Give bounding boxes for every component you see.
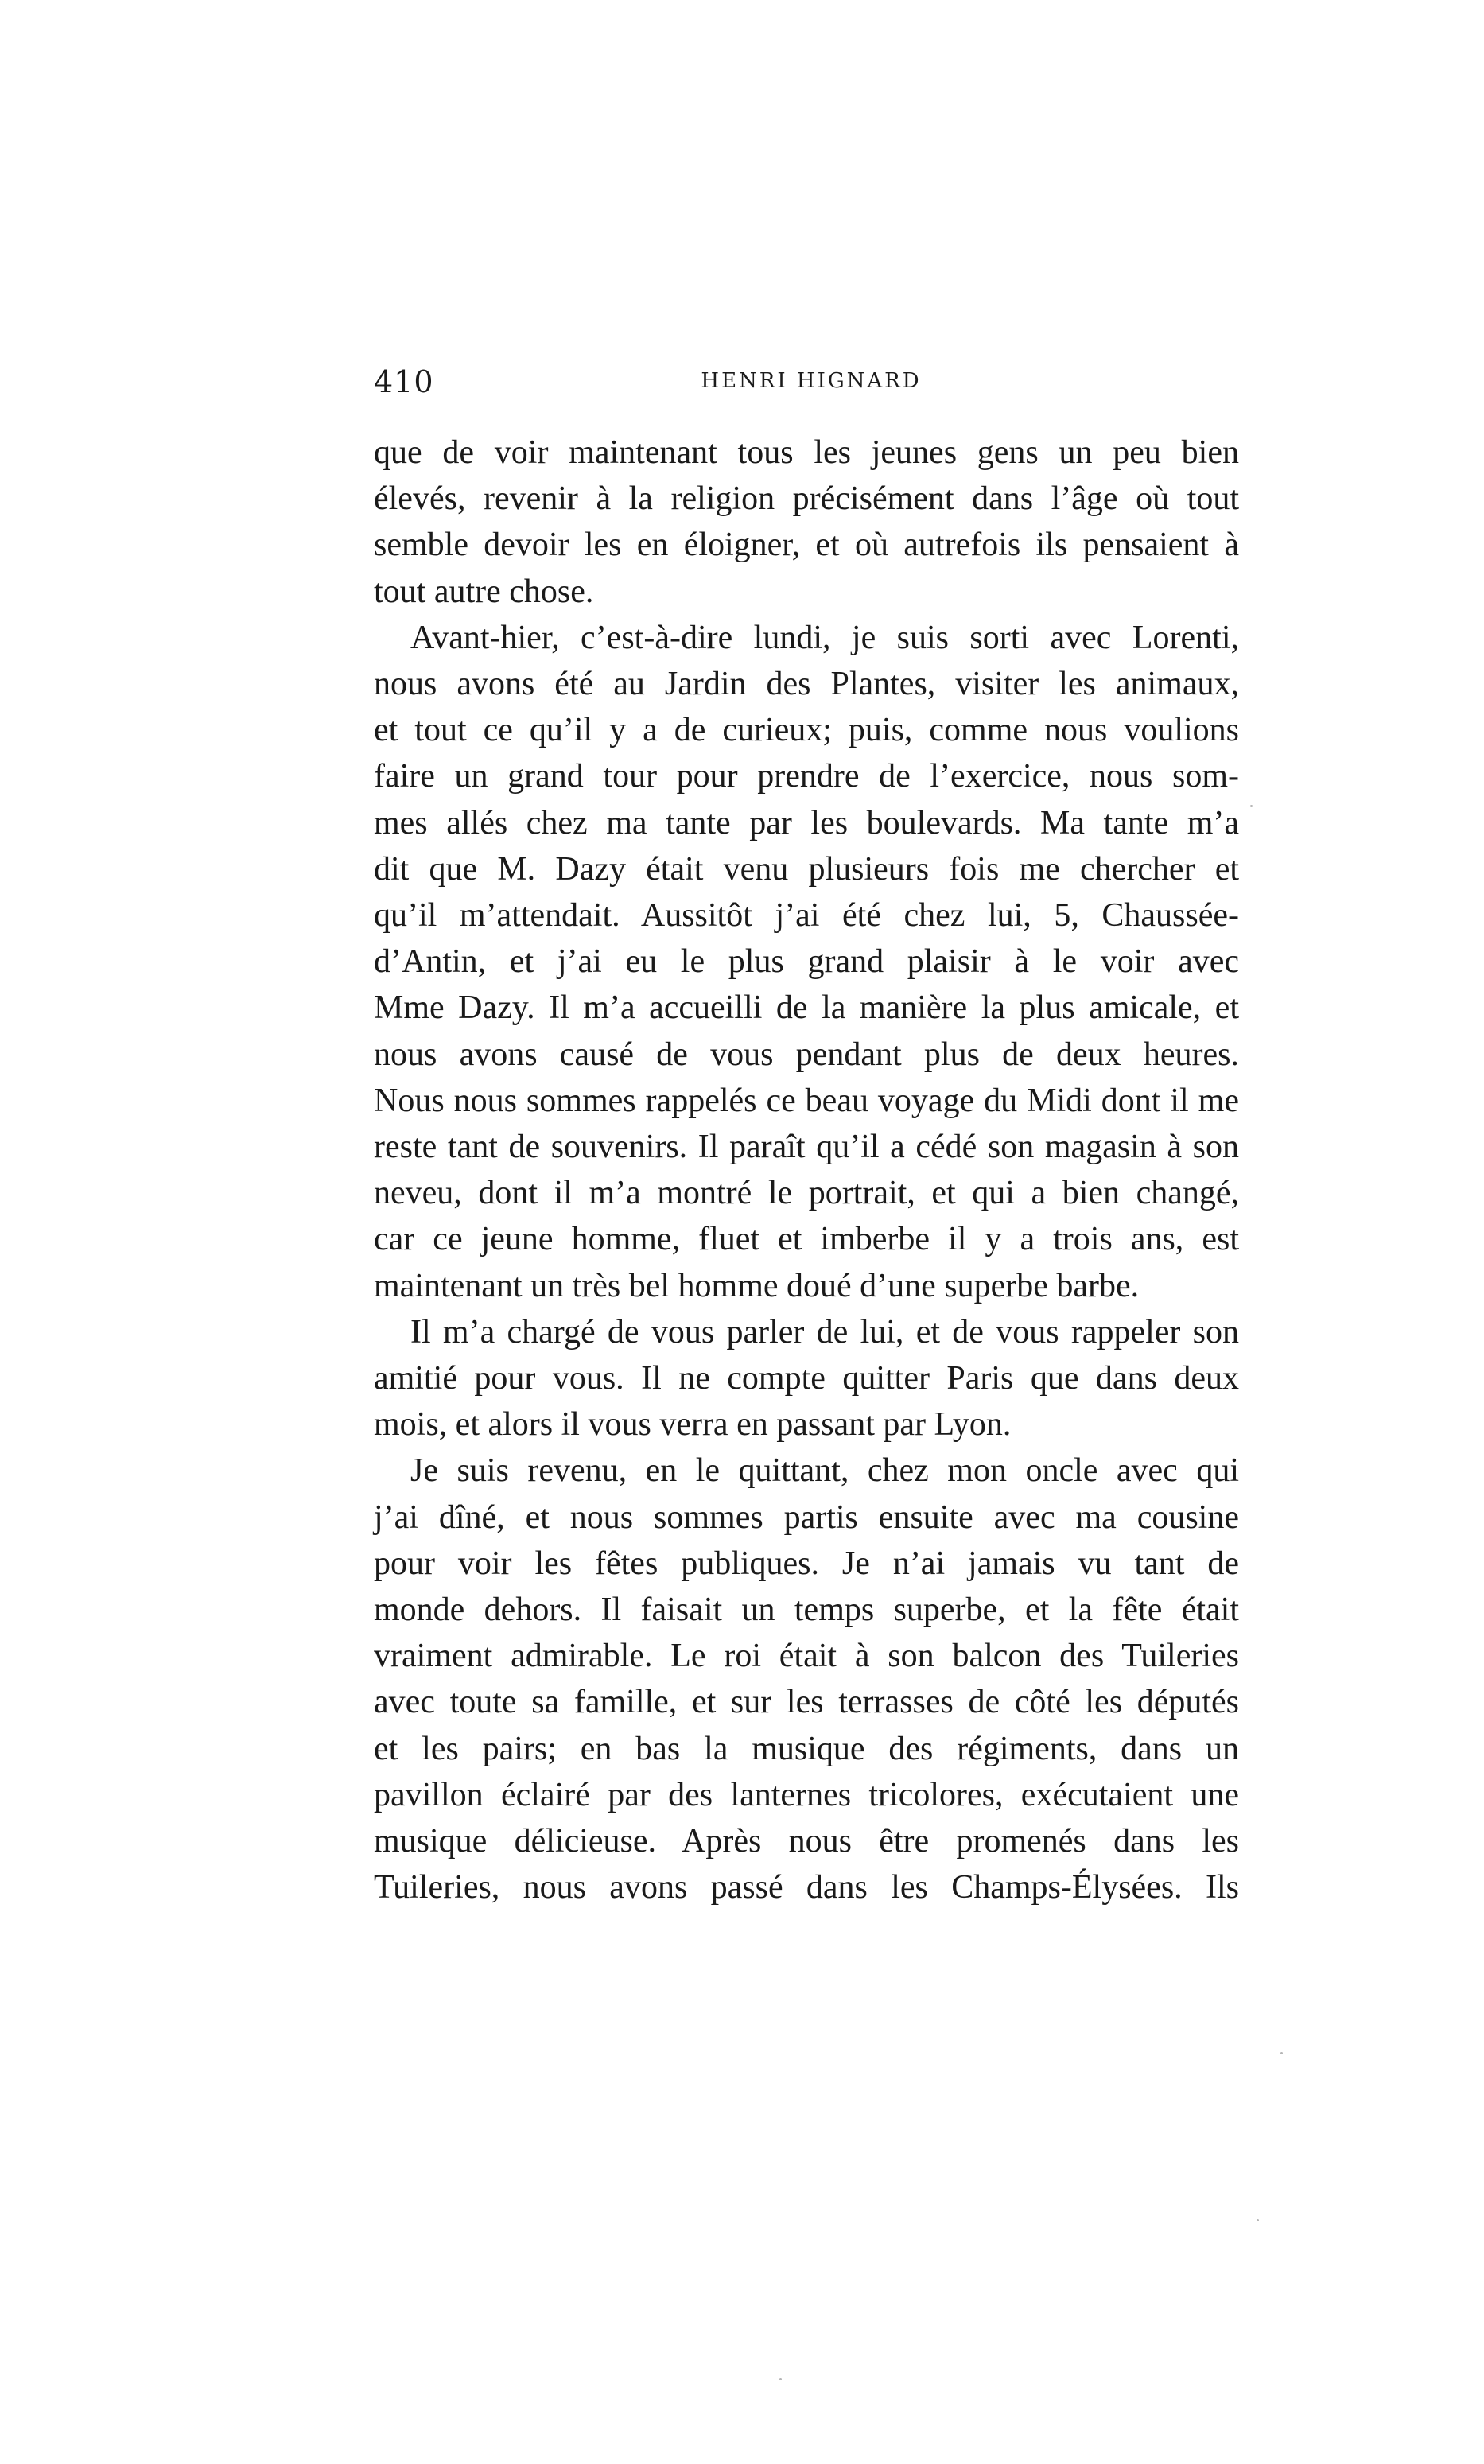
- text-line: élevés, revenir à la religion précisément dans l’âge où tout: [374, 480, 1239, 518]
- text-line: Je suis revenu, en le quittant, chez mon oncle avec qui: [410, 1452, 1239, 1490]
- text-line: avec toute sa famille, et sur les terrasses de côté les députés: [374, 1684, 1239, 1721]
- paper-speck: [1257, 2219, 1259, 2221]
- text-line: j’ai dîné, et nous sommes partis ensuite avec ma cousine: [374, 1498, 1239, 1536]
- text-line: dit que M. Dazy était venu plusieurs fois me chercher et: [374, 850, 1239, 888]
- text-line: Nous nous sommes rappelés ce beau voyage du Midi dont il me: [374, 1082, 1239, 1119]
- text-line: et tout ce qu’il y a de curieux; puis, comme nous voulions: [374, 712, 1239, 749]
- paper-speck: [1280, 2052, 1283, 2054]
- text-line: d’Antin, et j’ai eu le plus grand plaisir à le voir avec: [374, 943, 1239, 981]
- text-line: Tuileries, nous avons passé dans les Champs-Élysées. Ils: [374, 1869, 1239, 1906]
- text-line: mois, et alors il vous verra en passant par Lyon.: [374, 1406, 1012, 1444]
- paragraph-3: [374, 1309, 1239, 1448]
- text-line: amitié pour vous. Il ne compte quitter Paris que dans deux: [374, 1360, 1239, 1397]
- text-line: semble devoir les en éloigner, et où autrefois ils pensaient à: [374, 527, 1239, 564]
- text-line: Il m’a chargé de vous parler de lui, et de vous rappeler son: [410, 1313, 1239, 1351]
- text-line: qu’il m’attendait. Aussitôt j’ai été chez lui, 5, Chaussée-: [374, 897, 1239, 935]
- text-line: nous avons causé de vous pendant plus de deux heures.: [374, 1036, 1239, 1073]
- text-line: et les pairs; en bas la musique des régiments, dans un: [374, 1730, 1239, 1767]
- text-line: Mme Dazy. Il m’a accueilli de la manière la plus amicale, et: [374, 989, 1239, 1027]
- paper-speck: [779, 2378, 782, 2380]
- paragraph-2: [374, 615, 1239, 1309]
- paper-speck: [1250, 805, 1253, 807]
- text-line: monde dehors. Il faisait un temps superbe, et la fête était: [374, 1591, 1239, 1629]
- text-line: Avant-hier, c’est-à-dire lundi, je suis sorti avec Lorenti,: [410, 619, 1239, 656]
- text-line: neveu, dont il m’a montré le portrait, et qui a bien changé,: [374, 1175, 1239, 1212]
- text-line: pour voir les fêtes publiques. Je n’ai jamais vu tant de: [374, 1545, 1239, 1582]
- text-line: nous avons été au Jardin des Plantes, visiter les animaux,: [374, 666, 1239, 703]
- text-line: vraiment admirable. Le roi était à son balcon des Tuileries: [374, 1638, 1239, 1675]
- text-line: mes allés chez ma tante par les boulevards. Ma tante m’a: [374, 804, 1239, 841]
- text-line: musique délicieuse. Après nous être promenés dans les: [374, 1823, 1239, 1860]
- text-line: faire un grand tour pour prendre de l’exercice, nous som-: [374, 758, 1239, 795]
- text-line: maintenant un très bel homme doué d’une superbe barbe.: [374, 1267, 1140, 1304]
- text-line: tout autre chose.: [374, 573, 594, 610]
- text-line: reste tant de souvenirs. Il paraît qu’il a cédé son magasin à son: [374, 1129, 1239, 1166]
- text-line: pavillon éclairé par des lanternes tricolores, exécutaient une: [374, 1776, 1239, 1813]
- text-line: car ce jeune homme, fluet et imberbe il y a trois ans, est: [374, 1221, 1239, 1258]
- running-head: [374, 364, 1249, 412]
- body-text: [374, 429, 1239, 1911]
- paragraph-1: [374, 429, 1239, 615]
- running-title: HENRI HIGNARD: [701, 369, 922, 393]
- page-number: 410: [374, 364, 434, 399]
- text-line: que de voir maintenant tous les jeunes gens un peu bien: [374, 434, 1239, 471]
- paragraph-4: [374, 1448, 1239, 1910]
